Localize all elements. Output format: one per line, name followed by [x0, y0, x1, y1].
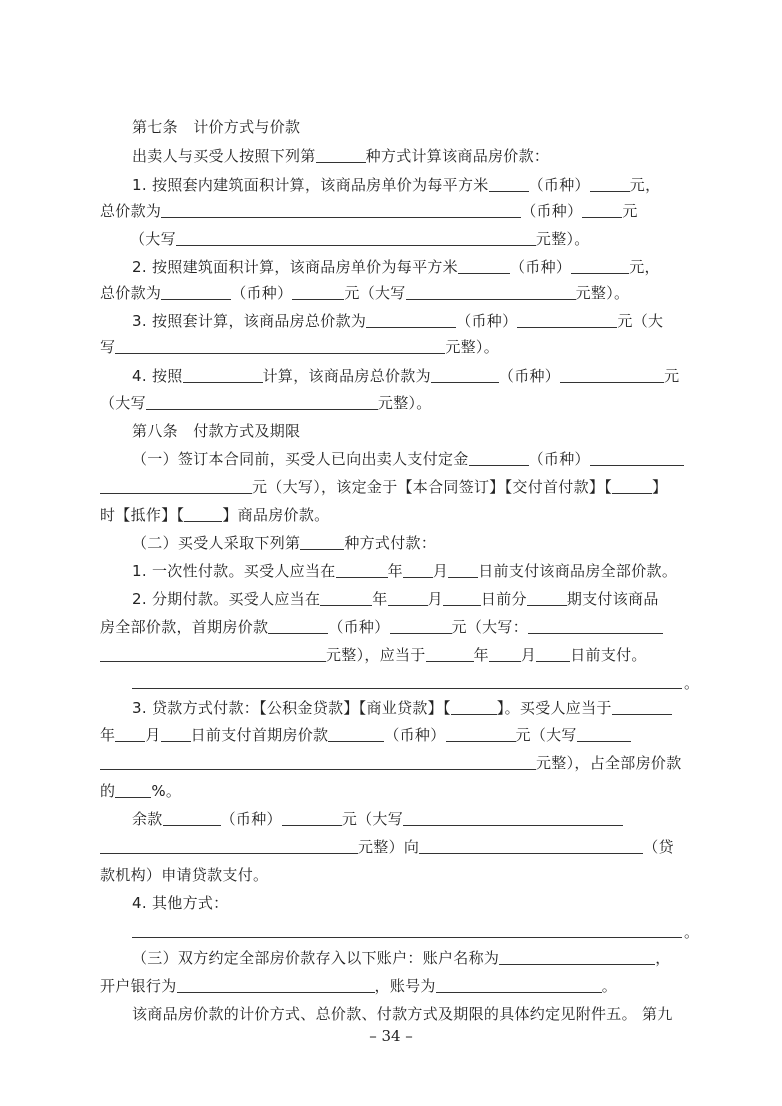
blank-field[interactable]: [577, 725, 631, 742]
option-1-line: 1. 一次性付款。买受人应当在 年 月 日前支付该商品房全部价款。: [132, 562, 678, 580]
blank-field[interactable]: [527, 589, 567, 606]
blank-field[interactable]: [100, 837, 358, 854]
blank-field[interactable]: [366, 311, 456, 328]
blank-field[interactable]: [161, 201, 521, 218]
method-3-line-1: 3. 按照套计算，该商品房总价款为 （币种） 元（大: [132, 312, 664, 330]
blank-field[interactable]: [176, 229, 536, 246]
blank-field[interactable]: [177, 976, 375, 993]
payment-2-intro: （二）买受人采取下列第 种方式付款：: [132, 534, 437, 552]
blank-field[interactable]: [528, 617, 663, 634]
blank-field[interactable]: [268, 617, 328, 634]
blank-field[interactable]: [292, 283, 344, 300]
option-2-line-4-end: 。: [684, 674, 700, 692]
blank-field[interactable]: [458, 257, 510, 274]
payment-3-line-2: 开户银行为 ，账号为 。: [100, 977, 618, 995]
method-1-line-2: 总价款为 （币种） 元: [100, 202, 638, 220]
option-3-line-2: 年 月 日前支付首期房价款 （币种） 元（大写: [100, 725, 631, 745]
blank-field[interactable]: [406, 283, 576, 300]
blank-field[interactable]: [183, 366, 263, 383]
article-7-intro: 出卖人与买受人按照下列第 种方式计算该商品房价款：: [132, 147, 550, 165]
blank-field[interactable]: [328, 725, 384, 742]
blank-field[interactable]: [612, 477, 652, 494]
option-3-line-4: 的 %。: [100, 782, 182, 800]
blank-field[interactable]: [115, 781, 151, 798]
blank-field[interactable]: [115, 337, 445, 354]
blank-field[interactable]: [184, 505, 222, 522]
blank-field[interactable]: [517, 311, 617, 328]
method-4-line-2: （大写 元整）。: [100, 394, 432, 412]
footer-note: 该商品房价款的计价方式、总价款、付款方式及期限的具体约定见附件五。 第九: [132, 1005, 673, 1023]
option-3-line-5: 余款 （币种） 元（大写: [132, 809, 623, 829]
option-4-title: 4. 其他方式：: [132, 894, 229, 912]
blank-field[interactable]: [403, 809, 623, 826]
blank-field[interactable]: [536, 645, 570, 662]
blank-field[interactable]: [469, 449, 529, 466]
option-4-end: 。: [684, 923, 700, 941]
option-2-line-2: 房全部价款，首期房价款 （币种） 元（大写：: [100, 617, 663, 637]
blank-field[interactable]: [163, 809, 221, 826]
option-3-line-6: 元整）向 （贷: [100, 837, 674, 857]
option-2-line-3: 元整），应当于 年 月 日前支付。: [100, 645, 647, 665]
blank-field[interactable]: [161, 725, 191, 742]
blank-field[interactable]: [115, 725, 145, 742]
blank-field[interactable]: [390, 617, 452, 634]
page-number: – 34 –: [369, 1027, 413, 1045]
method-1-line-1: 1. 按照套内建筑面积计算，该商品房单价为每平方米 （币种） 元，: [132, 176, 661, 194]
blank-field[interactable]: [419, 837, 643, 854]
blank-field[interactable]: [499, 948, 655, 965]
blank-field[interactable]: [146, 393, 378, 410]
blank-line[interactable]: [132, 937, 682, 938]
option-2-line-1: 2. 分期付款。买受人应当在 年 月 日前分 期支付该商品: [132, 590, 659, 608]
article-8-title: 第八条 付款方式及期限: [132, 422, 301, 440]
option-3-line-3: 元整），占全部房价款: [100, 753, 682, 773]
blank-field[interactable]: [436, 976, 602, 993]
article-7-title: 第七条 计价方式与价款: [132, 118, 301, 136]
blank-field[interactable]: [489, 645, 521, 662]
blank-field[interactable]: [300, 533, 344, 550]
blank-field[interactable]: [446, 725, 516, 742]
blank-field[interactable]: [388, 589, 428, 606]
method-2-line-1: 2. 按照建筑面积计算，该商品房单价为每平方米 （币种） 元，: [132, 258, 660, 276]
option-3-line-7: 款机构）申请贷款支付。: [100, 866, 269, 884]
blank-field[interactable]: [448, 561, 478, 578]
blank-field[interactable]: [426, 645, 474, 662]
option-3-line-1: 3. 贷款方式付款：【公积金贷款】【商业贷款】【 】。买受人应当于: [132, 698, 672, 718]
blank-field[interactable]: [336, 561, 388, 578]
blank-field[interactable]: [571, 257, 629, 274]
payment-1-line-3: 时【抵作】【 】商品房价款。: [100, 506, 330, 524]
blank-field[interactable]: [590, 449, 684, 466]
blank-field[interactable]: [320, 589, 372, 606]
blank-field[interactable]: [612, 698, 672, 715]
method-3-line-2: 写 元整）。: [100, 338, 500, 356]
method-1-line-3: （大写 元整）。: [130, 230, 590, 248]
blank-field[interactable]: [590, 175, 630, 192]
blank-field[interactable]: [403, 561, 433, 578]
blank-field[interactable]: [100, 753, 536, 770]
blank-field[interactable]: [560, 366, 664, 383]
payment-1-line-1: （一）签订本合同前，买受人已向出卖人支付定金 （币种）: [132, 449, 684, 469]
method-4-line-1: 4. 按照 计算，该商品房总价款为 （币种） 元: [132, 367, 680, 385]
blank-field[interactable]: [443, 589, 481, 606]
blank-field[interactable]: [582, 201, 622, 218]
blank-field[interactable]: [451, 698, 497, 715]
blank-field[interactable]: [161, 283, 231, 300]
payment-1-line-2: 元（大写），该定金于【本合同签订】【交付首付款】【 】: [100, 477, 667, 497]
blank-field[interactable]: [100, 477, 252, 494]
payment-3-line-1: （三）双方约定全部房价款存入以下账户：账户名称为 ，: [132, 949, 671, 967]
blank-line[interactable]: [132, 688, 682, 689]
blank-field[interactable]: [431, 366, 499, 383]
method-2-line-2: 总价款为 （币种） 元（大写 元整）。: [100, 284, 630, 302]
blank-field[interactable]: [489, 175, 529, 192]
blank-field[interactable]: [100, 645, 326, 662]
blank-field[interactable]: [316, 146, 366, 163]
blank-field[interactable]: [282, 809, 342, 826]
